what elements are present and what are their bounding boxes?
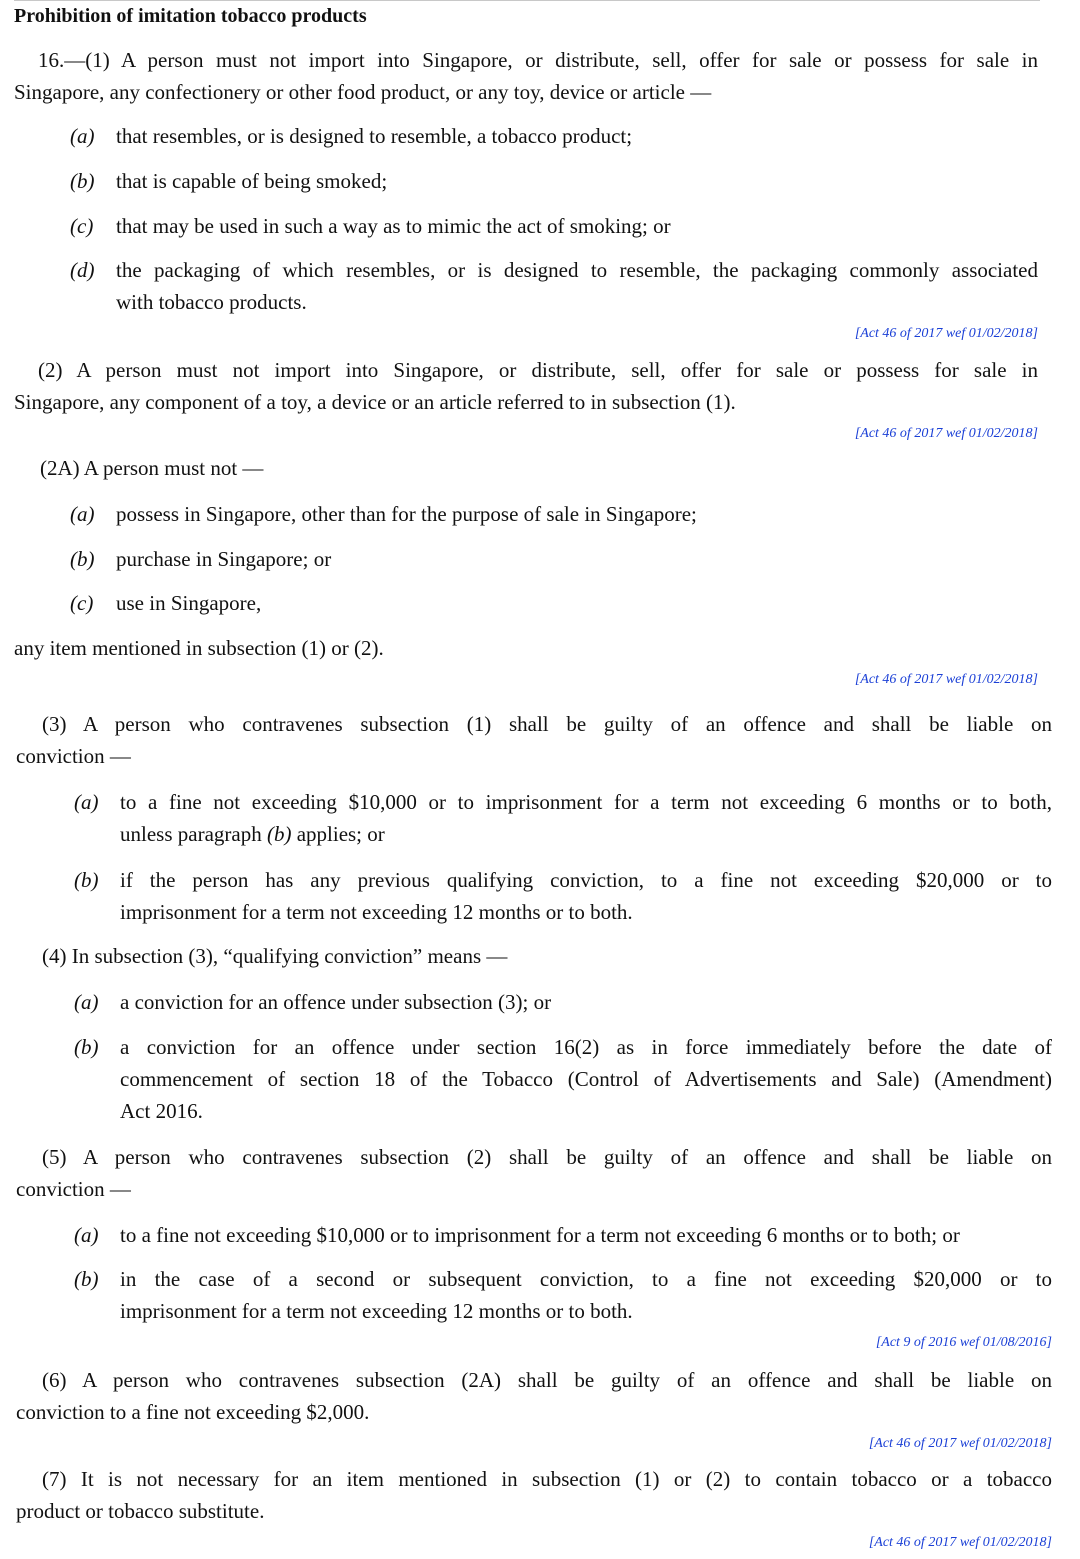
item-text: a conviction for an offence under subsection (3); or (120, 990, 552, 1014)
s3-line-2: conviction — (16, 744, 131, 768)
item-text: in the case of a second or subsequent conviction, to a fine not exceeding $20,000 or to (120, 1267, 1052, 1291)
amendment-note: [Act 46 of 2017 wef 01/02/2018] (868, 1436, 1052, 1451)
s16-line-1: 16.—(1) A person must not import into Singapore, or distribute, sell, offer for sale or possess for sale in (38, 48, 1038, 72)
s16-line-2: Singapore, any confectionery or other food product, or any toy, device or article — (14, 80, 712, 104)
s6-line-2: conviction to a fine not exceeding $2,000. (16, 1400, 370, 1424)
item-text-cont: imprisonment for a term not exceeding 12 months or to both. (120, 1299, 633, 1323)
item-text: purchase in Singapore; or (116, 547, 332, 571)
s7-line-2: product or tobacco substitute. (16, 1499, 265, 1523)
section-heading: Prohibition of imitation tobacco products (14, 5, 367, 27)
item-label: (c) (70, 214, 94, 238)
item-label: (b) (74, 1035, 99, 1059)
item-label: (a) (74, 990, 99, 1014)
item-text: to a fine not exceeding $10,000 or to imprisonment for a term not exceeding 6 months or to both, (120, 790, 1052, 814)
s7-line-1: (7) It is not necessary for an item mentioned in subsection (1) or (2) to contain tobacco or a tobacco (42, 1467, 1052, 1491)
item-label: (a) (74, 790, 99, 814)
s2a-tail: any item mentioned in subsection (1) or (2). (14, 636, 384, 660)
item-text: to a fine not exceeding $10,000 or to imprisonment for a term not exceeding 6 months or to both; or (120, 1223, 960, 1247)
item-text: use in Singapore, (116, 591, 262, 615)
item-text: that may be used in such a way as to mimic the act of smoking; or (116, 214, 671, 238)
s6-line-1: (6) A person who contravenes subsection (2A) shall be guilty of an offence and shall be liable on (42, 1368, 1052, 1392)
amendment-note: [Act 9 of 2016 wef 01/08/2016] (875, 1335, 1052, 1350)
item-text-cont: Act 2016. (120, 1099, 203, 1123)
amendment-note: [Act 46 of 2017 wef 01/02/2018] (854, 426, 1038, 441)
item-label: (b) (74, 1267, 99, 1291)
item-label: (d) (70, 258, 95, 282)
s2-line-2: Singapore, any component of a toy, a device or an article referred to in subsection (1). (14, 390, 736, 414)
item-label: (a) (70, 502, 95, 526)
item-text-cont: imprisonment for a term not exceeding 12 months or to both. (120, 900, 633, 924)
item-label: (b) (70, 169, 95, 193)
s2-line-1: (2) A person must not import into Singapore, or distribute, sell, offer for sale or possess for sale in (38, 358, 1038, 382)
item-text: that is capable of being smoked; (116, 169, 388, 193)
item-text: the packaging of which resembles, or is designed to resemble, the packaging commonly associated (116, 258, 1038, 282)
s5-line-2: conviction — (16, 1177, 131, 1201)
item-text: possess in Singapore, other than for the purpose of sale in Singapore; (116, 502, 697, 526)
s2a-lead: (2A) A person must not — (40, 456, 264, 480)
item-text-cont: unless paragraph (b) applies; or (120, 822, 385, 846)
item-text-cont: commencement of section 18 of the Tobacco (Control of Advertisements and Sale) (Amendment) (120, 1067, 1052, 1091)
item-label: (b) (70, 547, 95, 571)
item-text: a conviction for an offence under section 16(2) as in force immediately before the date of (120, 1035, 1052, 1059)
item-text-cont: with tobacco products. (116, 290, 307, 314)
item-text: that resembles, or is designed to resemble, a tobacco product; (116, 124, 633, 148)
amendment-note: [Act 46 of 2017 wef 01/02/2018] (868, 1535, 1052, 1550)
s3-line-1: (3) A person who contravenes subsection (1) shall be guilty of an offence and shall be liable on (42, 712, 1052, 736)
amendment-note: [Act 46 of 2017 wef 01/02/2018] (854, 326, 1038, 341)
amendment-note: [Act 46 of 2017 wef 01/02/2018] (854, 672, 1038, 687)
item-label: (b) (74, 868, 99, 892)
s4-lead: (4) In subsection (3), “qualifying conviction” means — (42, 944, 508, 968)
item-label: (a) (74, 1223, 99, 1247)
item-text: if the person has any previous qualifying conviction, to a fine not exceeding $20,000 or to (120, 868, 1052, 892)
item-label: (a) (70, 124, 95, 148)
item-label: (c) (70, 591, 94, 615)
s5-line-1: (5) A person who contravenes subsection (2) shall be guilty of an offence and shall be liable on (42, 1145, 1052, 1169)
